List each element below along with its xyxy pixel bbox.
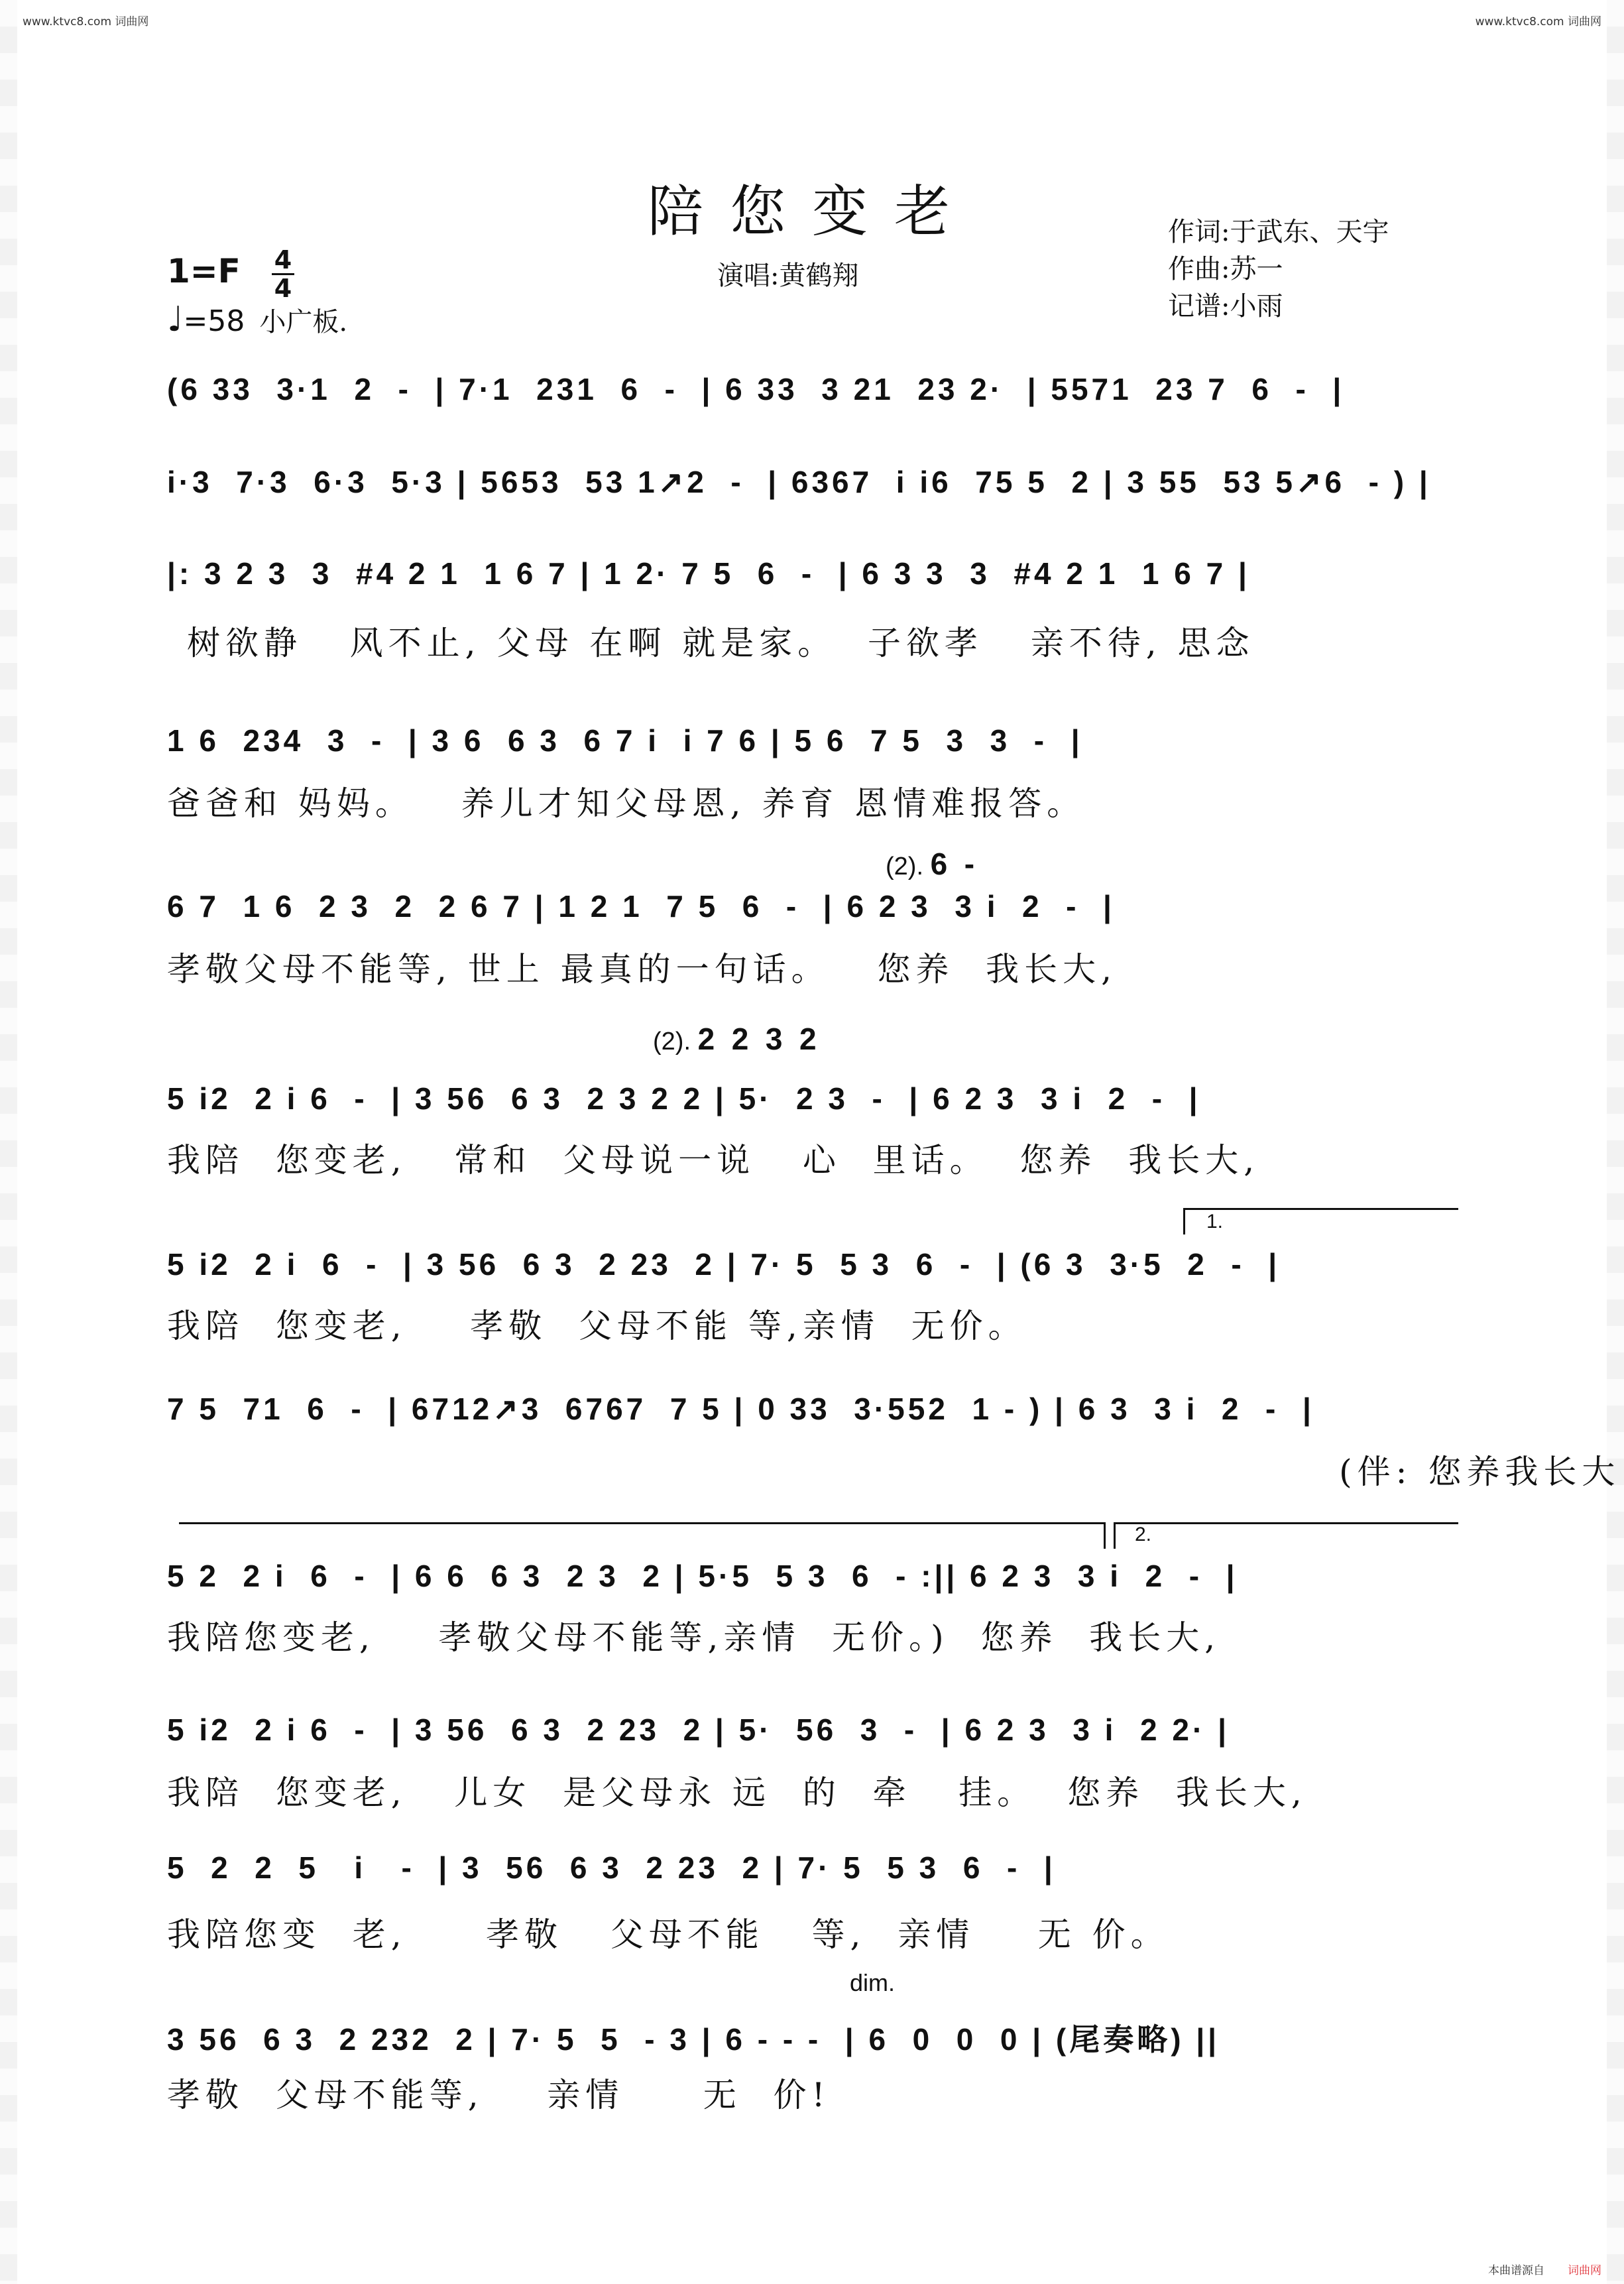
right-margin-strip <box>1607 0 1624 2284</box>
music-line: 3 56 6 3 2 232 2 | 7· 5 5 - 3 | 6 - - - | 6 0 0 0 | (尾奏略) || <box>167 2022 1220 2057</box>
lyrics-line: 我陪 您变老, 常和 父母说一说 心 里话。 您养 我长大, <box>167 1141 1260 1179</box>
volta-bracket-2-edge <box>1114 1522 1116 1549</box>
volta-bracket-1-edge <box>1183 1208 1185 1234</box>
music-line: 1 6 234 3 - | 3 6 6 3 6 7 i i 7 6 | 5 6 7 5 3 3 - | <box>167 723 1083 758</box>
music-line: 6 7 1 6 2 3 2 2 6 7 | 1 2 1 7 5 6 - | 6 2 3 3 i 2 - | <box>167 889 1115 924</box>
site-watermark-right: www.ktvc8.com 词曲网 <box>1475 15 1601 29</box>
variant-marker: (2). <box>886 853 923 880</box>
lyrics-line: (伴: 您养我长大 <box>167 1453 1621 1491</box>
footer-label: 本曲谱源自 <box>1488 2264 1544 2277</box>
tempo-value: =58 <box>183 304 245 338</box>
repeat-span-edge <box>1104 1522 1106 1549</box>
lyrics-line: 我陪您变 老, 孝敬 父母不能 等, 亲情 无 价。 <box>167 1915 1169 1954</box>
music-line: (6 33 3·1 2 - | 7·1 231 6 - | 6 33 3 21 23 2· | 5571 23 7 6 - | <box>167 372 1345 406</box>
transcriber-credit: 记谱:小雨 <box>1168 291 1283 322</box>
time-signature <box>272 247 294 302</box>
music-line: 5 i2 2 i 6 - | 3 56 6 3 2 23 2 | 7· 5 5 3 6 - | (6 3 3·5 2 - | <box>167 1247 1281 1282</box>
tempo-marking <box>167 300 347 339</box>
variant-notes: 2 2 3 2 <box>697 1022 817 1056</box>
site-watermark-left: www.ktvc8.com 词曲网 <box>23 15 149 29</box>
variant-label <box>653 1021 817 1057</box>
key-signature: 1=F <box>167 252 241 290</box>
time-signature-top: 4 <box>274 245 292 274</box>
tempo-word: 小广板. <box>259 307 348 337</box>
repeat-span-line <box>179 1522 1104 1524</box>
singer-credit: 演唱:黄鹤翔 <box>717 261 859 291</box>
volta-2-label: 2. <box>1135 1524 1152 1545</box>
variant-marker: (2). <box>653 1028 691 1055</box>
lyrics-line: 我陪您变老, 孝敬父母不能等,亲情 无价。) 您养 我长大, <box>167 1618 1221 1657</box>
music-line: |: 3 2 3 3 #4 2 1 1 6 7 | 1 2· 7 5 6 - | 6 3 3 3 #4 2 1 1 6 7 | <box>167 556 1250 591</box>
music-line: 5 i2 2 i 6 - | 3 56 6 3 2 3 2 2 | 5· 2 3 - | 6 2 3 3 i 2 - | <box>167 1081 1201 1116</box>
music-line: 5 i2 2 i 6 - | 3 56 6 3 2 23 2 | 5· 56 3 - | 6 2 3 3 i 2 2· | <box>167 1713 1230 1747</box>
song-title: 陪您变老 <box>647 179 976 244</box>
variant-notes: 6 - <box>930 847 975 881</box>
lyrics-line: 孝敬 父母不能等, 亲情 无 价! <box>167 2076 831 2114</box>
left-margin-strip <box>0 0 17 2284</box>
lyricist-credit: 作词:于武东、天宇 <box>1168 217 1389 247</box>
footer-brand-logo: 词曲网 <box>1568 2264 1601 2277</box>
lyrics-line: 树欲静 风不止, 父母 在啊 就是家。 子欲孝 亲不待, 思念 <box>187 624 1255 662</box>
music-line: 5 2 2 5 i - | 3 56 6 3 2 23 2 | 7· 5 5 3 6 - | <box>167 1850 1056 1885</box>
variant-label <box>886 846 974 882</box>
dynamic-marking: dim. <box>850 1969 896 1996</box>
volta-bracket-1 <box>1183 1208 1458 1210</box>
lyrics-line: 我陪 您变老, 儿女 是父母永 远 的 牵 挂。 您养 我长大, <box>167 1773 1307 1812</box>
lyrics-line: 孝敬父母不能等, 世上 最真的一句话。 您养 我长大, <box>167 950 1118 989</box>
composer-credit: 作曲:苏一 <box>1168 254 1283 284</box>
music-line: 7 5 71 6 - | 6712↗3 6767 7 5 | 0 33 3·552 1 - ) | 6 3 3 i 2 - | <box>167 1392 1314 1426</box>
credits-block <box>1168 213 1389 325</box>
lyrics-line: 爸爸和 妈妈。 养儿才知父母恩, 养育 恩情难报答。 <box>167 784 1086 823</box>
volta-1-label: 1. <box>1206 1211 1224 1232</box>
music-line: 5 2 2 i 6 - | 6 6 6 3 2 3 2 | 5·5 5 3 6 - :|| 6 2 3 3 i 2 - | <box>167 1559 1238 1593</box>
volta-bracket-2 <box>1114 1522 1458 1524</box>
lyrics-line: 我陪 您变老, 孝敬 父母不能 等,亲情 无价。 <box>167 1307 1027 1345</box>
time-signature-bottom: 4 <box>274 274 292 303</box>
music-line: i·3 7·3 6·3 5·3 | 5653 53 1↗2 - | 6367 i i6 75 5 2 | 3 55 53 5↗6 - ) | <box>167 465 1431 499</box>
quarter-note-icon: ♩ <box>167 300 184 339</box>
